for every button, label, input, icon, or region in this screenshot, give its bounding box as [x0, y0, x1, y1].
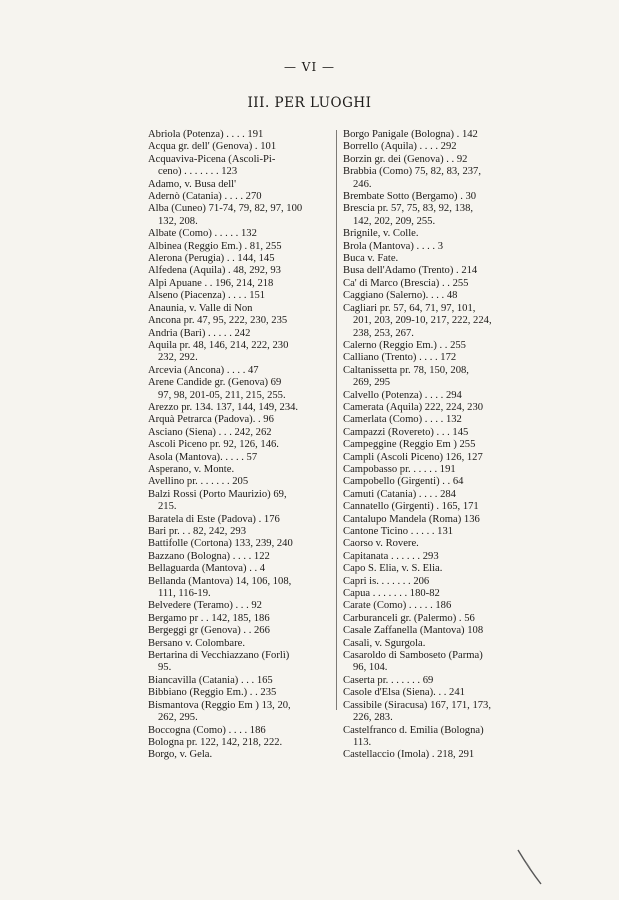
index-entry: Albate (Como) . . . . . 132	[148, 228, 257, 240]
index-entry: Bologna pr. 122, 142, 218, 222.	[148, 736, 283, 748]
index-entry: Alfedena (Aquila) . 48, 292, 93	[148, 265, 281, 277]
index-entry: 201, 203, 209-10, 217, 222, 224,	[353, 315, 492, 327]
index-entry: Acqua gr. dell' (Genova) . 101	[148, 141, 277, 153]
index-entry: Castelfranco d. Emilia (Bologna)	[343, 724, 484, 736]
index-entry: Boccogna (Como) . . . . 186	[148, 724, 266, 736]
index-entry: Borgo Panigale (Bologna) . 142	[343, 129, 478, 140]
index-entry: 232, 292.	[158, 352, 198, 364]
index-entry: Casale Zaffanella (Mantova) 108	[343, 625, 484, 637]
index-entry: 262, 295.	[158, 712, 198, 724]
index-entry: Brignile, v. Colle.	[343, 228, 419, 240]
index-entry: Bergamo pr . . 142, 185, 186	[148, 612, 270, 624]
index-entry: Asperano, v. Monte.	[148, 463, 235, 475]
index-entry: Cantone Ticino . . . . . 131	[343, 526, 454, 537]
index-entry: Borgo, v. Gela.	[148, 749, 213, 761]
index-entry: Calerno (Reggio Em.) . . 255	[343, 339, 466, 351]
index-entry: Cagliari pr. 57, 64, 71, 97, 101,	[343, 302, 476, 314]
index-entry: Alba (Cuneo) 71-74, 79, 82, 97, 100	[148, 203, 303, 215]
index-entry: Baratela di Este (Padova) . 176	[148, 513, 280, 525]
index-entry: Cannatello (Girgenti) . 165, 171	[343, 501, 479, 513]
index-entry: Albinea (Reggio Em.) . 81, 255	[148, 240, 282, 252]
column-divider	[336, 130, 337, 710]
index-entry: 269, 295	[353, 377, 391, 389]
index-entry: Cantalupo Mandela (Roma) 136	[343, 513, 480, 525]
index-entry: Calliano (Trento) . . . . 172	[343, 352, 457, 364]
index-entry: Campli (Ascoli Piceno) 126, 127	[343, 451, 483, 463]
index-entry: Camerlata (Como) . . . . 132	[343, 414, 462, 426]
index-entry: Capri is. . . . . . . 206	[343, 575, 430, 587]
section-title: III. PER LUOGHI	[247, 95, 372, 111]
index-entry: Alpi Apuane . . 196, 214, 218	[148, 277, 274, 289]
index-entry: 97, 98, 201-05, 211, 215, 255.	[158, 389, 286, 401]
index-entry: Alseno (Piacenza) . . . . 151	[148, 290, 266, 302]
index-entry: Capo S. Elia, v. S. Elia.	[343, 563, 443, 575]
index-entry: Caggiano (Salerno). . . . 48	[343, 290, 458, 302]
index-entry: Camerata (Aquila) 222, 224, 230	[343, 401, 484, 413]
index-entry: Brembate Sotto (Bergamo) . 30	[343, 191, 477, 203]
index-entry: Adamo, v. Busa dell'	[148, 178, 237, 190]
index-entry: Asola (Mantova). . . . . 57	[148, 451, 258, 463]
index-entry: Carburanceli gr. (Palermo) . 56	[343, 612, 475, 624]
index-entry: Caorso v. Rovere.	[343, 538, 419, 550]
index-entry: Ascoli Piceno pr. 92, 126, 146.	[148, 439, 279, 451]
index-entry: Bazzano (Bologna) . . . . 122	[148, 550, 270, 562]
index-entry: 96, 104.	[353, 662, 388, 674]
index-entry: Campobasso pr. . . . . . 191	[343, 463, 456, 475]
index-entry: Camuti (Catania) . . . . 284	[343, 488, 456, 500]
index-entry: Campobello (Girgenti) . . 64	[343, 476, 464, 488]
index-entry: ceno) . . . . . . . 123	[158, 166, 238, 178]
index-entry: Bismantova (Reggio Em ) 13, 20,	[148, 699, 291, 711]
index-entry: 111, 116-19.	[158, 588, 211, 600]
index-entry: Castellaccio (Imola) . 218, 291	[343, 749, 475, 761]
index-entry: Bellaguarda (Mantova) . . 4	[148, 563, 266, 575]
index-entry: Capitanata . . . . . . 293	[343, 550, 439, 562]
index-entry: 95.	[158, 662, 172, 674]
index-entry: Ancona pr. 47, 95, 222, 230, 235	[148, 315, 288, 327]
index-entry: Biancavilla (Catania) . . . 165	[148, 674, 273, 686]
index-entry: 215.	[158, 501, 177, 513]
index-entry: Casole d'Elsa (Siena). . . 241	[343, 687, 465, 699]
index-entry: Caltanissetta pr. 78, 150, 208,	[343, 364, 469, 376]
index-entry: 226, 283.	[353, 712, 393, 724]
index-entry: Brola (Mantova) . . . . 3	[343, 240, 444, 252]
index-entry: Arquà Petrarca (Padova). . 96	[148, 414, 274, 426]
index-entry: Campazzi (Rovereto) . . . 145	[343, 426, 469, 438]
index-entry: Bersano v. Colombare.	[148, 637, 245, 649]
index-column-right	[343, 129, 533, 762]
index-entry: Caserta pr. . . . . . . 69	[343, 674, 434, 686]
index-entry: Battifolle (Cortona) 133, 239, 240	[148, 538, 293, 550]
index-entry: Capua . . . . . . . 180-82	[343, 588, 440, 600]
index-entry: Casaroldo di Samboseto (Parma)	[343, 650, 483, 662]
index-entry: Adernò (Catania) . . . . 270	[148, 191, 262, 203]
index-entry: Bellanda (Mantova) 14, 106, 108,	[148, 575, 292, 587]
page-number: — VI —	[283, 60, 336, 74]
index-entry: Ca' di Marco (Brescia) . . 255	[343, 277, 469, 289]
index-column-left	[148, 129, 338, 762]
index-entry: Bertarina di Vecchiazzano (Forlì)	[148, 650, 290, 662]
index-entry: Buca v. Fate.	[343, 253, 399, 265]
index-entry: 246.	[353, 178, 372, 190]
index-entry: Acquaviva-Picena (Ascoli-Pi-	[148, 153, 276, 165]
index-entry: Avellino pr. . . . . . . 205	[148, 476, 249, 488]
index-entry: Borrello (Aquila) . . . . 292	[343, 141, 457, 153]
index-entry: Belvedere (Teramo) . . . 92	[148, 600, 262, 612]
index-entry: Bergeggi gr (Genova) . . 266	[148, 625, 270, 637]
index-entry: Casali, v. Sgurgola.	[343, 637, 426, 649]
index-entry: Alerona (Perugia) . . 144, 145	[148, 253, 275, 265]
index-entry: Carate (Como) . . . . . 186	[343, 600, 452, 612]
index-entry: Brabbia (Como) 75, 82, 83, 237,	[343, 166, 481, 178]
index-entry: Arene Candide gr. (Genova) 69	[148, 377, 282, 389]
index-entry: Cassibile (Siracusa) 167, 171, 173,	[343, 699, 491, 711]
index-entry: Asciano (Siena) . . . 242, 262	[148, 426, 272, 438]
index-entry: Arezzo pr. 134. 137, 144, 149, 234.	[148, 401, 299, 413]
index-entry: Andria (Bari) . . . . . 242	[148, 327, 251, 339]
index-entry: Brescia pr. 57, 75, 83, 92, 138,	[343, 203, 474, 215]
index-entry: Campeggine (Reggio Em ) 255	[343, 439, 476, 451]
index-entry: Calvello (Potenza) . . . . 294	[343, 389, 462, 401]
index-entry: Abriola (Potenza) . . . . 191	[148, 129, 264, 140]
index-entry: Borzin gr. dei (Genova) . . 92	[343, 153, 468, 165]
index-entry: Aquila pr. 48, 146, 214, 222, 230	[148, 339, 289, 351]
index-entry: Balzi Rossi (Porto Maurizio) 69,	[148, 488, 287, 500]
index-entry: 142, 202, 209, 255.	[353, 215, 436, 227]
index-entry: Anaunia, v. Valle di Non	[148, 302, 253, 314]
index-entry: Bari pr. . . 82, 242, 293	[148, 526, 246, 537]
index-entry: 113.	[353, 736, 372, 748]
index-entry: 132, 208.	[158, 215, 198, 227]
index-entry: Busa dell'Adamo (Trento) . 214	[343, 265, 478, 277]
pencil-mark	[516, 848, 544, 888]
index-entry: Bibbiano (Reggio Em.) . . 235	[148, 687, 277, 699]
index-entry: 238, 253, 267.	[353, 327, 414, 339]
index-entry: Arcevia (Ancona) . . . . 47	[148, 364, 259, 376]
